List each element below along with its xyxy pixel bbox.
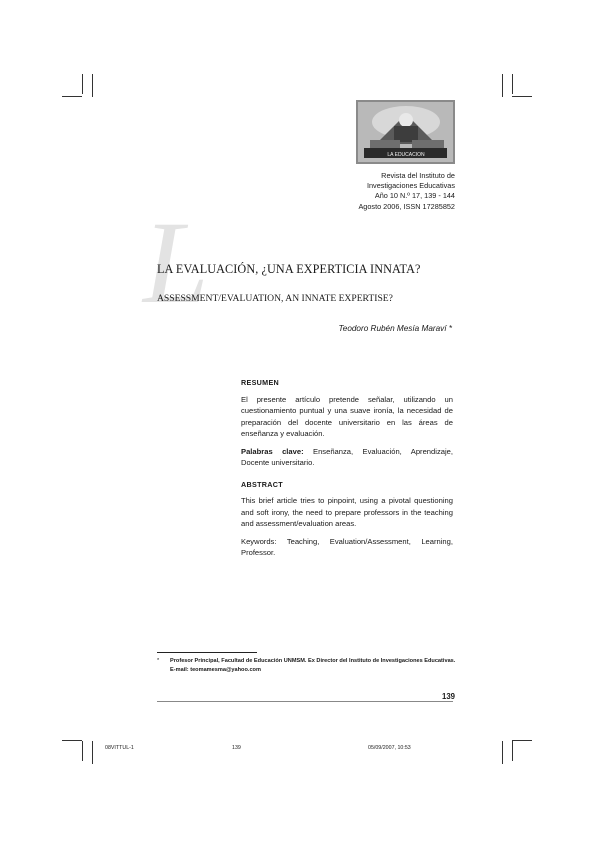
journal-info-line: Agosto 2006, ISSN 17285852	[358, 201, 455, 211]
article-title: LA EVALUACIÓN, ¿UNA EXPERTICIA INNATA?	[157, 262, 421, 276]
journal-logo-image	[356, 100, 455, 164]
crop-mark-top-right-h	[512, 96, 532, 97]
abstract-heading: ABSTRACT	[241, 479, 283, 489]
footnote-affiliation: Profesor Principal, Facultad de Educación UNMSM. Ex Director del Instituto de Investigaciones Educativas.	[170, 658, 456, 664]
crop-mark-top-right-v2	[502, 74, 503, 97]
crop-mark-top-left-h	[62, 96, 82, 97]
resumen-keywords	[241, 446, 453, 469]
abstract-keywords-text: Teaching, Evaluation/Assessment, Learning, Professor.	[241, 536, 453, 557]
resumen-keywords-text: Enseñanza, Evaluación, Aprendizaje, Docente universitario.	[241, 446, 453, 467]
resumen-heading: RESUMEN	[241, 378, 280, 387]
abstract-block	[241, 377, 453, 565]
footnote-email: E-mail: teomamesma@yahoo.com	[170, 666, 261, 673]
footnote-rule	[157, 652, 257, 653]
footnote	[157, 657, 457, 674]
crop-mark-top-right-v	[512, 74, 513, 94]
journal-info	[305, 171, 455, 212]
journal-info-line: Revista del Instituto de	[381, 171, 455, 180]
crop-mark-bottom-right-h	[512, 740, 532, 741]
journal-info-line: Año 10 N.º 17, 139 - 144	[374, 191, 455, 201]
journal-info-line: Investigaciones Educativas	[366, 181, 455, 191]
abstract-body: This brief article tries to pinpoint, using a pivotal questioning and soft irony, the need to prepare professors in the teaching and assessment/evaluation areas.	[241, 496, 453, 528]
abstract-keywords-label: Keywords:	[241, 536, 277, 546]
article-author: Teodoro Rubén Mesía Maraví *	[338, 324, 452, 333]
bottom-rule	[157, 701, 453, 702]
crop-mark-bottom-left-v2	[92, 741, 93, 764]
slug-page: 139	[232, 745, 241, 751]
crop-mark-bottom-left-h	[62, 740, 82, 741]
page-number: 139	[441, 692, 455, 701]
article-subtitle: ASSESSMENT/EVALUATION, AN INNATE EXPERTISE?	[157, 293, 393, 304]
crop-mark-bottom-right-v	[512, 741, 513, 761]
footnote-marker: *	[157, 658, 160, 664]
crop-mark-bottom-right-v2	[502, 741, 503, 764]
logo-caption: LA EDUCACION	[387, 152, 425, 158]
slug-timestamp: 05/09/2007, 10:53	[368, 745, 411, 751]
resumen-keywords-label: Palabras clave:	[241, 446, 304, 456]
abstract-keywords	[241, 536, 453, 559]
crop-mark-bottom-left-v	[82, 741, 83, 761]
slug-file: 08VITTUL-1	[105, 745, 134, 751]
resumen-body: El presente artículo pretende señalar, utilizando un cuestionamiento puntual y una suave ironía, la necesidad de preparación del docente universitario en las áreas de enseñanza y evaluación.	[241, 394, 453, 438]
decorative-initial: L	[143, 197, 209, 328]
crop-mark-top-left-v2	[92, 74, 93, 97]
crop-mark-top-left-v	[82, 74, 83, 94]
